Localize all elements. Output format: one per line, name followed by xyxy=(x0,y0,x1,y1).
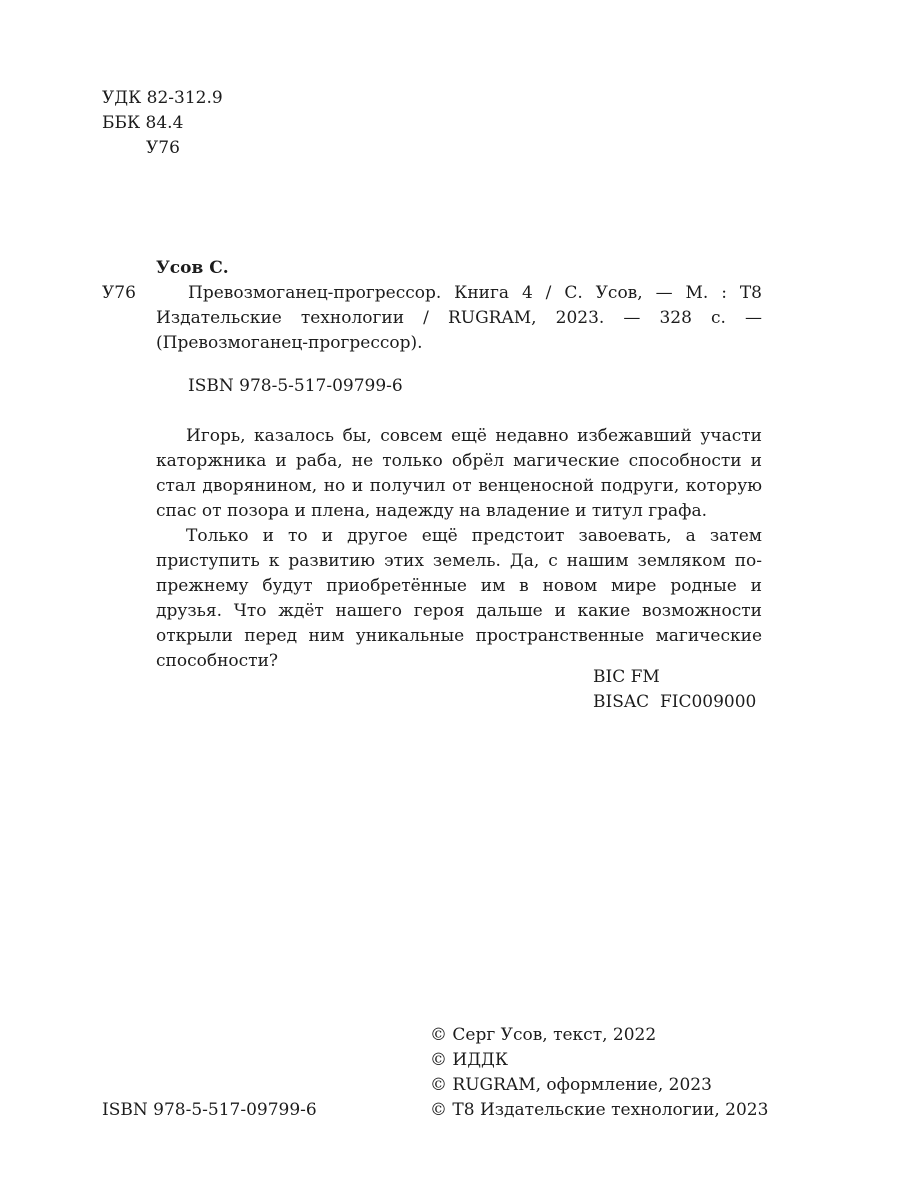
footer-isbn: ISBN 978-5-517-09799-6 xyxy=(102,1100,317,1120)
subject-codes xyxy=(593,665,756,715)
author-mark: У76 xyxy=(146,138,180,158)
side-author-mark: У76 xyxy=(102,283,136,303)
bic-code: BIC FM xyxy=(593,667,660,687)
bbk-code: ББК 84.4 xyxy=(102,113,184,133)
copyright-line: © RUGRAM, оформление, 2023 xyxy=(430,1075,712,1095)
annotation xyxy=(156,424,762,674)
annotation-paragraph-2: Только и то и другое ещё предстоит завоевать, а затем приступить к развитию этих земель. Да, с нашим земляком по-прежнему будут приобретённые им в новом мире родные и друзья. Что ждёт нашего героя дальше и какие возможности открыли перед ним уникальные пространственные магические способности? xyxy=(156,526,762,671)
isbn-line: ISBN 978-5-517-09799-6 xyxy=(188,376,403,396)
annotation-paragraph-1: Игорь, казалось бы, совсем ещё недавно избежавший участи каторжника и раба, не только обрёл магические способности и стал дворянином, но и получил от венценосной подруги, которую спас от позора и плена, надежду на владение и титул графа. xyxy=(156,426,762,521)
copyright-line: © Серг Усов, текст, 2022 xyxy=(430,1025,657,1045)
udk-code: УДК 82-312.9 xyxy=(102,88,223,108)
bisac-code: BISAC FIC009000 xyxy=(593,692,757,712)
author-name: Усов С. xyxy=(156,258,229,278)
copyright-line: © ИДДК xyxy=(430,1050,509,1070)
copyright-list xyxy=(430,1023,768,1123)
copyright-line: © Т8 Издательские технологии, 2023 xyxy=(430,1100,769,1120)
bibliographic-description: Превозмоганец-прогрессор. Книга 4 / С. Усов, — М. : Т8 Издательские технологии / RUGRAM, 2023. — 328 с. — (Превозмоганец-прогрессор). xyxy=(156,283,762,353)
